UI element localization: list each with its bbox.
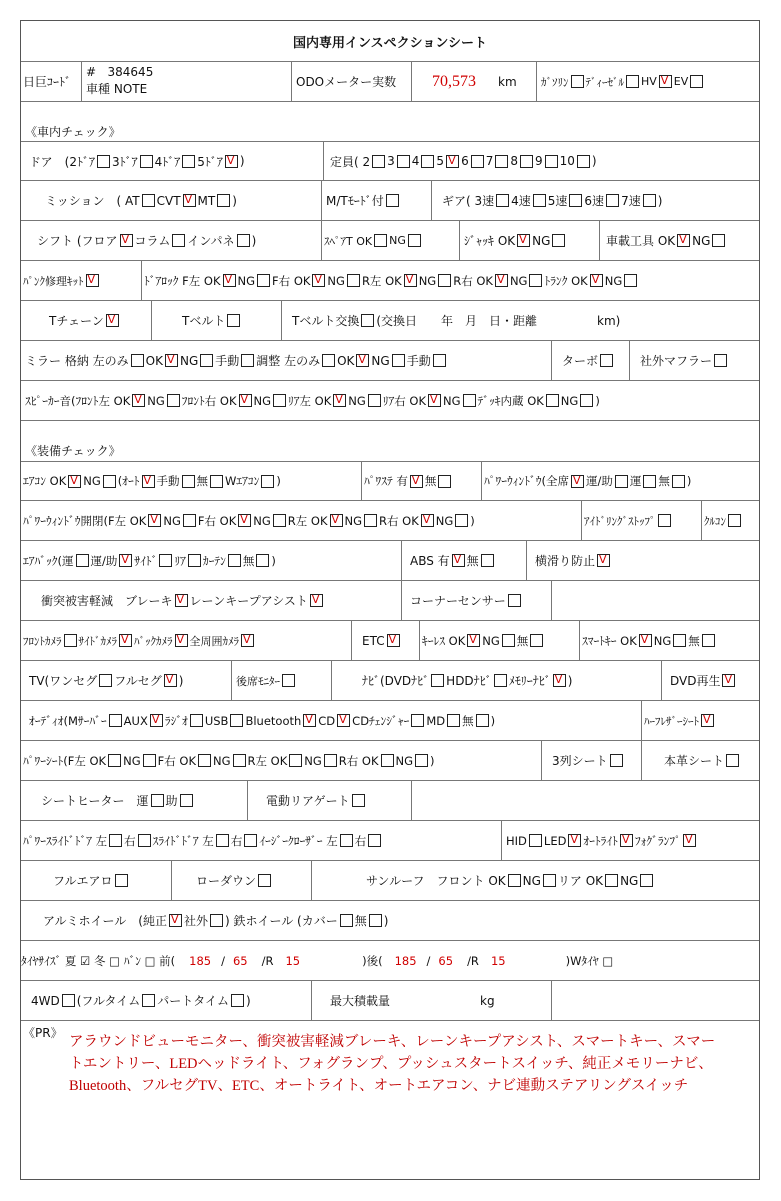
fuel-gasoline-checkbox[interactable] — [571, 75, 584, 88]
idle-stop-cell[interactable]: ｱｲﾄﾞﾘﾝｸﾞｽﾄｯﾌﾟ — [581, 501, 701, 540]
speaker-row — [21, 381, 759, 421]
spare-cell[interactable]: ｽﾍﾟｱT OK NG — [321, 221, 459, 260]
tire-label: ﾀｲﾔｻｲｽﾞ 夏 ☑ 冬 □ ﾊﾞﾝ □ 前( — [21, 953, 176, 968]
aero-row — [21, 861, 759, 901]
fuel-ev-label: EV — [673, 75, 689, 88]
rear-rim: 15 — [490, 953, 506, 968]
title-row — [21, 21, 759, 62]
tools-cell[interactable]: 車載工具 OK V NG — [599, 221, 759, 260]
empty-cell-2 — [411, 781, 759, 820]
model-label: 車種 — [86, 82, 111, 96]
rear-width: 185 — [394, 953, 417, 968]
jack-cell[interactable]: ｼﾞｬｯｷ OK V NG — [459, 221, 599, 260]
speaker-cell[interactable]: ｽﾋﾟｰｶｰ音(ﾌﾛﾝﾄ左 OK V NG ﾌﾛﾝﾄ右 OK V NG ﾘｱ左 OK V NG ﾘｱ右 OK V NG ﾃﾞｯｷ内蔵 OK NG ) — [21, 381, 759, 420]
tv-row — [21, 661, 759, 701]
mirror-row — [21, 341, 759, 381]
wheel-row — [21, 901, 759, 941]
inspection-sheet — [20, 20, 760, 1180]
fuel-gasoline-label: ｶﾞｿﾘﾝ — [541, 75, 569, 89]
pw-cell[interactable]: ﾊﾟﾜｰｳｨﾝﾄﾞｳ(全席 V 運/助 運 無 ) — [481, 462, 759, 500]
camera-cell[interactable]: ﾌﾛﾝﾄｶﾒﾗ ｻｲﾄﾞｶﾒﾗ V ﾊﾞｯｸｶﾒﾗ V 全周囲ｶﾒﾗ V — [21, 621, 351, 660]
corner-sensor-cell[interactable]: コーナーセンサー — [401, 581, 551, 620]
leather-cell[interactable]: 本革シート — [641, 741, 759, 780]
rear-label: )後( — [362, 953, 383, 968]
fuel-hv-checkbox[interactable] — [659, 75, 672, 88]
heater-cell[interactable]: シートヒーター 運 助 — [21, 781, 247, 820]
mirror-cell[interactable]: ミラー 格納 左のみ OK V NG 手動 調整 左のみ OK V NG 手動 — [21, 341, 551, 380]
rear-aspect: 65 — [438, 953, 454, 968]
code-label: 日巨ｺｰﾄﾞ — [23, 75, 72, 89]
pw-open-row — [21, 501, 759, 541]
abs-cell[interactable]: ABS 有 V 無 — [401, 541, 526, 580]
belt-row — [21, 301, 759, 341]
capacity-cell[interactable]: 定員( 2 3 4 5 V 6 7 8 9 10 ) — [323, 142, 759, 180]
smartkey-cell[interactable]: ｽﾏｰﾄｷｰ OK V NG 無 — [579, 621, 759, 660]
odo-value: 70,573 — [432, 72, 476, 90]
fuel-diesel-checkbox[interactable] — [626, 75, 639, 88]
power-seat-row — [21, 741, 759, 781]
pw-open-cell[interactable]: ﾊﾟﾜｰｳｨﾝﾄﾞｳ開閉(F左 OK V NG F右 OK V NG R左 OK V NG R右 OK V NG ) — [21, 501, 581, 540]
number-label: # — [86, 65, 97, 79]
front-width: 185 — [189, 953, 212, 968]
muffler-cell[interactable]: 社外マフラー — [629, 341, 759, 380]
id-block — [81, 62, 291, 101]
dvd-cell[interactable]: DVD再生 V — [661, 661, 759, 700]
lowdown-cell[interactable]: ローダウン — [171, 861, 311, 900]
gear-cell[interactable]: ギア( 3速 4速 5速 6速 7速 ) — [431, 181, 759, 220]
pr-label: 《PR》 — [23, 1026, 63, 1040]
shift-row — [21, 221, 759, 261]
shift-cell[interactable]: シフト (フロア V コラム インパネ ) — [21, 221, 321, 260]
audio-row — [21, 701, 759, 741]
door-lock-cell[interactable]: ﾄﾞｱﾛｯｸ F左 OK V NG F右 OK V NG R左 OK V NG R右 OK V NG ﾄﾗﾝｸ OK V NG — [141, 261, 759, 300]
fuel-cell — [536, 62, 759, 101]
pr-text: アラウンドビューモニター、衝突被害軽減ブレーキ、レーンキープアシスト、スマートキー、スマートエントリー、LEDヘッドライト、フォグランプ、プッシュスタートスイッチ、純正メモリーナビ、Bluetooth、フルセグTV、ETC、オートライト、オートエアコン、ナビ連動ステアリングスイッチ — [69, 1034, 716, 1094]
door-cell[interactable]: ドア (2ﾄﾞｱ 3ﾄﾞｱ 4ﾄﾞｱ 5ﾄﾞｱ V ) — [21, 142, 323, 180]
camera-row — [21, 621, 759, 661]
rear-monitor-cell[interactable]: 後席ﾓﾆﾀｰ — [231, 661, 331, 700]
third-row-cell[interactable]: 3列シート — [541, 741, 641, 780]
header-row — [21, 62, 759, 102]
repair-kit-cell[interactable]: ﾊﾟﾝｸ修理ｷｯﾄ V — [21, 261, 141, 300]
half-leather-cell[interactable]: ﾊｰﾌﾚｻﾞｰｼｰﾄ V — [641, 701, 759, 740]
lock-row — [21, 261, 759, 301]
tire-cell[interactable]: ﾀｲﾔｻｲｽﾞ 夏 ☑ 冬 □ ﾊﾞﾝ □ 前( 185 / 65 /R 15 )後( 185 / 65 /R 15 )Wﾀｲﾔ □ — [21, 953, 614, 968]
heater-row — [21, 781, 759, 821]
tchain-cell[interactable]: Tチェーン V — [21, 301, 151, 340]
empty-cell-3 — [551, 981, 759, 1020]
audio-cell[interactable]: ｵｰﾃﾞｨｵ(Mｻｰﾊﾞｰ AUX V ﾗｼﾞｵ USB Bluetooth V CD V CDﾁｪﾝｼﾞｬｰ MD 無 ) — [21, 701, 641, 740]
collision-row — [21, 581, 759, 621]
collision-cell[interactable]: 衝突被害軽減 ブレーキ V レーンキープアシスト V — [21, 581, 401, 620]
load-unit: kg — [480, 993, 495, 1008]
mt-mode-cell[interactable]: M/Tﾓｰﾄﾞ付 — [321, 181, 431, 220]
fuel-diesel-label: ﾃﾞｨｰｾﾞﾙ — [585, 75, 624, 89]
aircon-cell[interactable]: ｴｱｺﾝ OK V NG (ｵｰﾄ V 手動 無 Wｴｱｺﾝ ) — [21, 462, 361, 500]
front-aspect: 65 — [232, 953, 248, 968]
stock-number: 384645 — [107, 65, 154, 79]
lights-cell[interactable]: HID LED V ｵｰﾄﾗｲﾄ V ﾌｫｸﾞﾗﾝﾌﾟ V — [501, 821, 759, 860]
odo-unit: km — [498, 74, 517, 89]
section-equipment: 《装備チェック》 — [25, 444, 121, 458]
aero-cell[interactable]: フルエアロ — [21, 861, 171, 900]
tire-row — [21, 941, 759, 981]
wd-row — [21, 981, 759, 1021]
mission-cell[interactable]: ミッション ( AT CVT V MT ) — [21, 181, 321, 220]
rear-gate-cell[interactable]: 電動リアゲート — [247, 781, 411, 820]
airbag-row — [21, 541, 759, 581]
turbo-cell[interactable]: ターボ — [551, 341, 629, 380]
wheel-cell[interactable]: アルミホイール (純正 V 社外 ) 鉄ホイール (カバー 無 ) — [21, 901, 759, 940]
model-value: NOTE — [113, 82, 148, 96]
cruise-cell[interactable]: ｸﾙｺﾝ — [701, 501, 759, 540]
slide-door-cell[interactable]: ﾊﾟﾜｰｽﾗｲﾄﾞﾄﾞｱ 左 右 ｽﾗｲﾄﾞﾄﾞｱ 左 右 ｲｰｼﾞｰｸﾛｰｻﾞｰ 左 右 — [21, 821, 501, 860]
navi-cell[interactable]: ﾅﾋﾞ(DVDﾅﾋﾞ HDDﾅﾋﾞ ﾒﾓﾘｰﾅﾋﾞ V ) — [331, 661, 661, 700]
odo-label: ODOメーター実数 — [291, 62, 411, 101]
empty-cell — [551, 581, 759, 620]
etc-cell[interactable]: ETC V — [351, 621, 419, 660]
tv-cell[interactable]: TV(ワンセグ フルセグ V ) — [21, 661, 231, 700]
slide-door-row — [21, 821, 759, 861]
sheet-title: 国内専用インスペクションシート — [292, 35, 488, 51]
front-rim: 15 — [285, 953, 301, 968]
sunroof-cell[interactable]: サンルーフ フロント OK NG リア OK NG — [311, 861, 759, 900]
door-row — [21, 141, 759, 181]
keyless-cell[interactable]: ｷｰﾚｽ OK V NG 無 — [419, 621, 579, 660]
power-seat-cell[interactable]: ﾊﾟﾜｰｼｰﾄ(F左 OK NG F右 OK NG R左 OK NG R右 OK NG ) — [23, 753, 435, 768]
section-interior: 《車内チェック》 — [25, 125, 121, 139]
pst-cell[interactable]: ﾊﾟﾜｽﾃ 有 V 無 — [361, 462, 481, 500]
tbelt-change-cell[interactable]: Tベルト交換 (交換日 年 月 日・距離 km) — [281, 301, 759, 340]
slide-cell[interactable]: 横滑り防止 V — [526, 541, 641, 580]
fuel-ev-checkbox[interactable] — [690, 75, 703, 88]
mission-row — [21, 181, 759, 221]
airbag-cell[interactable]: ｴｱﾊﾞｯｸ(運 運/助 V ｻｲﾄﾞ ﾘｱ ｶｰﾃﾝ 無 ) — [21, 541, 401, 580]
4wd-cell[interactable]: 4WD (フルタイム パートタイム ) — [31, 993, 251, 1008]
load-label: 最大積載量 — [330, 994, 391, 1008]
tbelt-cell[interactable]: Tベルト — [151, 301, 281, 340]
winter-tire: )Wﾀｲﾔ □ — [565, 953, 614, 968]
odo-cell — [411, 62, 536, 101]
aircon-row — [21, 461, 759, 501]
load-cell[interactable] — [311, 981, 551, 1020]
fuel-hv-label: HV — [641, 75, 657, 88]
